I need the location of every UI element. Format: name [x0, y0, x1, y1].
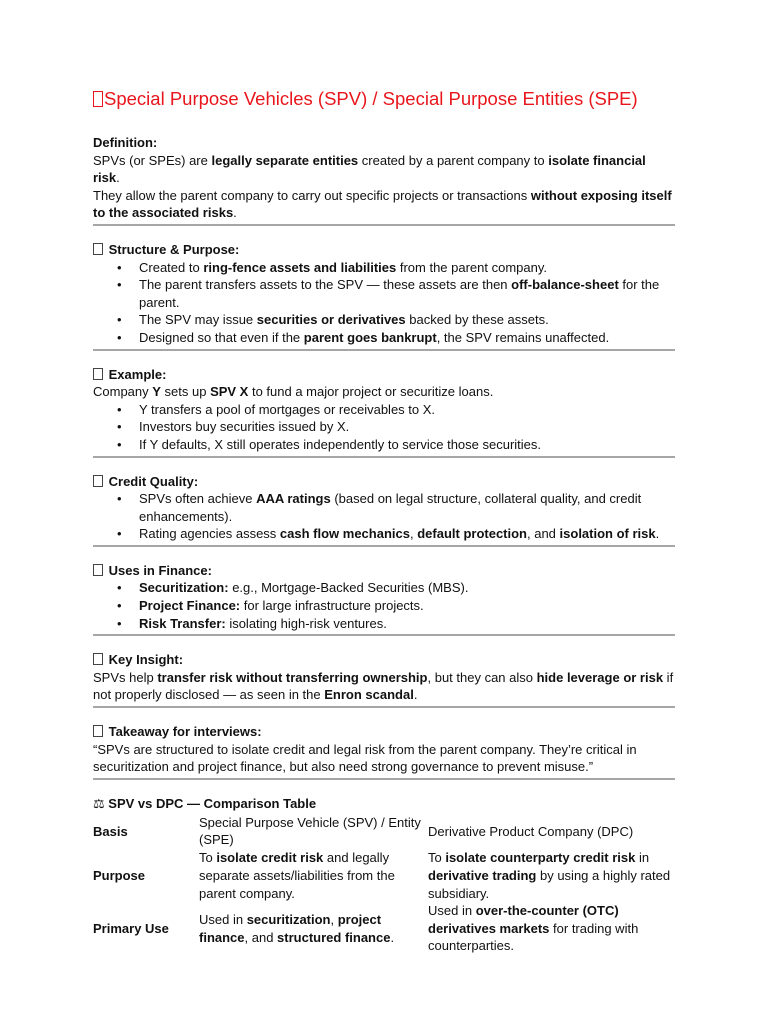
text-run: Used in: [199, 911, 247, 927]
text-run: .: [413, 687, 418, 703]
structure-heading: Structure & Purpose:: [93, 241, 675, 259]
text-run: in: [635, 850, 650, 866]
comparison-table: [93, 813, 675, 955]
text-run: Designed so that even if the: [139, 329, 304, 345]
text-run: if not properly disclosed — as seen in the: [93, 669, 674, 703]
list-item: [139, 401, 675, 419]
text-run: e.g., Mortgage-Backed Securities (MBS).: [228, 580, 469, 596]
missing-glyph-icon: [93, 91, 103, 107]
text-run: , but they can also: [427, 669, 537, 685]
text-run: .: [655, 526, 660, 542]
column-header: Derivative Product Company (DPC): [428, 823, 634, 839]
text-run: Rating agencies assess: [139, 526, 280, 542]
bold-text: project finance: [199, 911, 382, 945]
list-item: [139, 490, 675, 525]
insight-body: [93, 669, 675, 704]
credit-list: [93, 490, 675, 543]
text-run: They allow the parent company to carry out specific projects or transactions: [93, 187, 531, 203]
document-page: [93, 86, 675, 955]
text-run: .: [233, 205, 237, 221]
scales-icon: ⚖: [93, 795, 105, 811]
section-divider: [93, 634, 675, 636]
missing-glyph-icon: [93, 653, 103, 665]
bold-text: parent goes bankrupt: [303, 329, 437, 345]
uses-heading: Uses in Finance:: [93, 562, 675, 580]
bold-text: transfer risk without transferring ownership: [157, 669, 428, 685]
example-list: [93, 401, 675, 454]
bold-text: structured finance: [277, 929, 391, 945]
text-run: to fund a major project or securitize loans.: [248, 384, 494, 400]
table-row: [93, 849, 675, 902]
section-divider: [93, 224, 675, 226]
bold-text: off-balance-sheet: [511, 277, 619, 293]
text-run: (based on legal structure, collateral quality, and credit enhancements).: [139, 491, 642, 524]
missing-glyph-icon: [93, 243, 103, 255]
column-header: Basis: [93, 823, 128, 839]
text-run: Company: [93, 384, 153, 400]
text-run: sets up: [160, 384, 211, 400]
bold-text: isolate financial risk: [93, 152, 646, 186]
text-run: Used in: [428, 903, 476, 919]
section-divider: [93, 545, 675, 547]
bold-text: Securitization:: [139, 580, 229, 596]
credit-heading: Credit Quality:: [93, 473, 675, 491]
bold-text: Y: [152, 384, 161, 400]
bold-text: isolate counterparty credit risk: [445, 850, 636, 866]
text-run: The parent transfers assets to the SPV — these assets are then: [139, 277, 512, 293]
text-run: for large infrastructure projects.: [240, 598, 424, 614]
structure-list: [93, 259, 675, 347]
list-item: [139, 525, 675, 543]
insight-heading: Key Insight:: [93, 651, 675, 669]
dpc-cell: [428, 849, 675, 902]
bold-text: default protection: [417, 526, 527, 542]
text-run: for the parent.: [139, 277, 660, 310]
comparison-heading: ⚖ SPV vs DPC — Comparison Table: [93, 795, 317, 811]
bold-text: isolation of risk: [559, 526, 656, 542]
bold-text: legally separate entities: [211, 152, 359, 168]
text-run: Created to: [139, 259, 204, 275]
section-divider: [93, 349, 675, 351]
list-item: [139, 615, 675, 633]
list-item: [139, 418, 675, 436]
missing-glyph-icon: [93, 725, 103, 737]
section-divider: [93, 778, 675, 780]
row-basis: Primary Use: [93, 920, 169, 936]
list-item: [139, 579, 675, 597]
text-run: Y transfers a pool of mortgages or receivables to X.: [139, 401, 436, 417]
text-run: .: [116, 170, 120, 186]
list-item: [139, 329, 675, 347]
section-divider: [93, 456, 675, 458]
bold-text: Enron scandal: [324, 687, 414, 703]
bold-text: over-the-counter (OTC) derivatives markets: [428, 903, 619, 936]
bold-text: securities or derivatives: [256, 312, 406, 328]
text-run: , and: [244, 929, 278, 945]
page-title-text: Special Purpose Vehicles (SPV) / Special Purpose Entities (SPE): [104, 88, 638, 109]
text-run: created by a parent company to: [358, 152, 549, 168]
row-basis: Purpose: [93, 868, 146, 883]
text-run: .: [390, 929, 395, 945]
list-item: [139, 259, 675, 277]
text-run: from the parent company.: [396, 259, 548, 275]
list-item: [139, 311, 675, 329]
missing-glyph-icon: [93, 564, 103, 576]
bold-text: Risk Transfer:: [139, 615, 226, 631]
bold-text: securitization: [246, 911, 331, 927]
missing-glyph-icon: [93, 368, 103, 380]
table-header-row: [93, 813, 675, 849]
takeaway-heading: Takeaway for interviews:: [93, 723, 675, 741]
text-run: Investors buy securities issued by X.: [139, 419, 350, 435]
text-run: ,: [330, 911, 338, 927]
text-run: SPVs help: [93, 669, 158, 685]
text-run: ,: [409, 526, 418, 542]
definition-line-2: [93, 187, 675, 222]
definition-heading: Definition:: [93, 135, 158, 150]
bold-text: without exposing itself to the associated risks: [93, 187, 672, 221]
text-run: , and: [527, 526, 560, 542]
example-intro: [93, 383, 675, 401]
section-divider: [93, 706, 675, 708]
spv-cell: [199, 849, 428, 902]
text-run: for trading with counterparties.: [428, 920, 639, 954]
text-run: , the SPV remains unaffected.: [436, 329, 610, 345]
bold-text: derivative trading: [428, 868, 537, 883]
text-run: isolating high-risk ventures.: [225, 615, 387, 631]
text-run: If Y defaults, X still operates independently to service those securities.: [139, 436, 542, 452]
definition-line-1: [93, 152, 675, 187]
spv-cell: [199, 902, 428, 955]
column-header: Special Purpose Vehicle (SPV) / Entity (SPE): [199, 814, 421, 848]
uses-list: [93, 579, 675, 632]
example-heading: Example:: [93, 366, 675, 384]
bold-text: AAA ratings: [256, 491, 331, 507]
text-run: by using a highly rated subsidiary.: [428, 868, 671, 901]
bold-text: Project Finance:: [139, 598, 241, 614]
bold-text: hide leverage or risk: [536, 669, 664, 685]
takeaway-quote: “SPVs are structured to isolate credit and legal risk from the parent company. They’re critical in securitization and project finance, but also need strong governance to prevent misuse.”: [93, 741, 637, 775]
table-row: [93, 902, 675, 955]
text-run: SPVs (or SPEs) are: [93, 152, 212, 168]
list-item: [139, 597, 675, 615]
text-run: SPVs often achieve: [139, 491, 257, 507]
bold-text: SPV X: [210, 384, 249, 400]
bold-text: isolate credit risk: [216, 850, 324, 866]
bold-text: ring-fence assets and liabilities: [203, 259, 397, 275]
text-run: and legally separate assets/liabilities from the parent company.: [199, 850, 395, 901]
text-run: backed by these assets.: [405, 312, 549, 328]
bold-text: cash flow mechanics: [279, 526, 410, 542]
text-run: To: [199, 850, 217, 866]
missing-glyph-icon: [93, 475, 103, 487]
list-item: [139, 436, 675, 454]
dpc-cell: [428, 902, 675, 955]
text-run: The SPV may issue: [139, 312, 257, 328]
text-run: To: [428, 850, 446, 866]
page-title: [93, 86, 675, 112]
list-item: [139, 276, 675, 311]
